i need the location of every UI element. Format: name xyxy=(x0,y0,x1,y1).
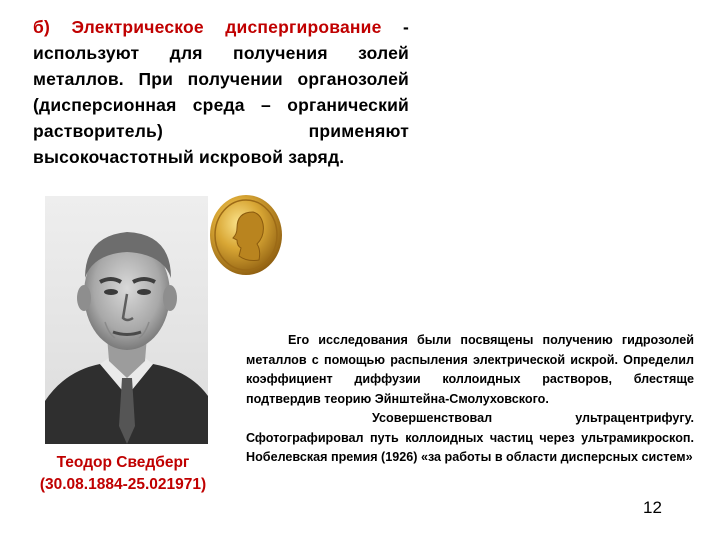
person-name: Теодор Сведберг xyxy=(56,454,190,471)
method-heading: б) Электрическое диспергирование xyxy=(33,17,382,37)
biography-text xyxy=(246,331,694,468)
method-description: - используют для получения золей металлов. При получении органозолей (дисперсионная среда – органический растворитель) применяют высокочастотный искровой заряд. xyxy=(33,17,410,167)
main-paragraph xyxy=(33,14,409,170)
nobel-medal-image xyxy=(207,192,285,278)
bio-paragraph-1: Его исследования были посвящены получению гидрозолей металлов с помощью распыления электрической искрой. Определил коэффициент диффузии коллоидных растворов, блестяще подтвердив теорию Эйнштейна-Смолуховского. xyxy=(246,333,694,406)
person-caption xyxy=(12,452,234,496)
portrait-photo xyxy=(45,196,208,444)
bio-paragraph-2: Усовершенствовал ультрацентрифугу. Сфотографировал путь коллоидных частиц через ультрамикроскоп. Нобелевская премия (1926) «за работы в области дисперсных систем» xyxy=(246,411,694,464)
page-number: 12 xyxy=(643,498,662,517)
person-dates: (30.08.1884-25.021971) xyxy=(39,476,207,493)
